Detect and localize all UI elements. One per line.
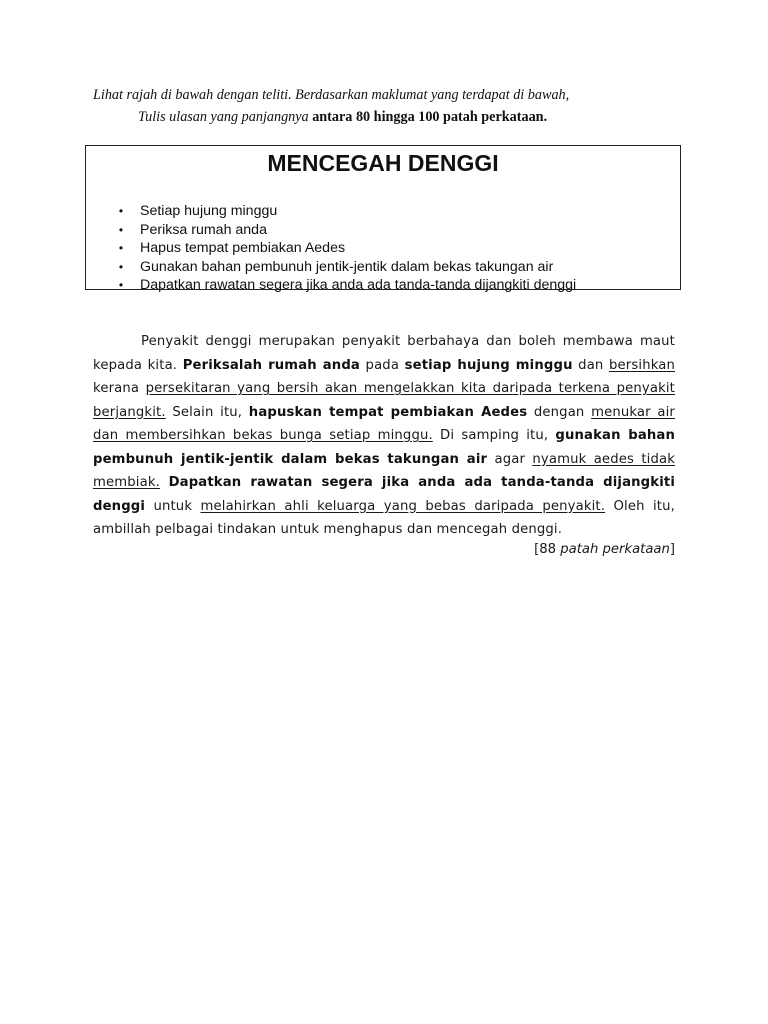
essay-segment [160,475,169,490]
word-count-label: patah perkataan [560,542,670,557]
list-item-text: Gunakan bahan pembunuh jentik-jentik dalam bekas takungan air [140,258,554,275]
essay-segment-bold: gunakan bahan pembunuh jentik-jentik dalam bekas takungan air [93,428,675,467]
poster-box [85,145,681,293]
essay-segment: kerana [93,381,146,396]
essay-segment: dengan [527,404,592,420]
essay-segment-bold: Periksalah rumah anda [182,357,360,373]
essay-segment: agar [487,451,533,467]
essay-segment: Oleh itu, ambillah pelbagai tindakan untuk menghapus dan mencegah denggi. [93,498,675,537]
task-instructions [93,84,693,128]
essay-segment-underlined: persekitaran yang bersih akan mengelakkan kita daripada terkena penyakit berjangkit. [93,381,675,420]
essay-segment: Selain itu, [165,404,249,420]
instruction-line-1 [93,84,693,106]
instruction-bold-text: antara 80 hingga 100 patah perkataan. [312,109,548,125]
list-item-text: Periksa rumah anda [140,221,267,238]
bullet-icon: • [118,222,124,237]
sample-essay [93,330,675,542]
bullet-icon: • [118,204,124,218]
essay-paragraph [93,330,675,542]
essay-segment-underlined: nyamuk aedes tidak membiak. [93,451,675,490]
list-item-text: Setiap hujung minggu [140,203,278,219]
essay-segment-bold: hapuskan tempat pembiakan Aedes [248,404,528,420]
essay-segment-underlined: menukar air dan membersihkan bekas bunga setiap minggu. [93,404,675,443]
word-count-close: ] [669,542,675,557]
bullet-icon: • [118,278,124,292]
list-item-text: Dapatkan rawatan segera jika anda ada tanda-tanda dijangkiti denggi [140,277,577,293]
essay-segment-underlined: bersihkan [609,357,676,373]
essay-segment: pada [359,357,405,373]
essay-segment-bold: Dapatkan rawatan segera jika anda ada tanda-tanda dijangkiti denggi [93,475,675,514]
instruction-line-2 [93,106,693,128]
essay-segment: dan [572,357,610,373]
bullet-icon: • [118,241,124,255]
essay-segment-bold: setiap hujung minggu [404,357,573,373]
poster-title: MENCEGAH DENGGI [267,150,499,176]
bullet-icon: • [118,259,124,274]
list-item-text: Hapus tempat pembiakan Aedes [140,240,346,256]
word-count [534,540,675,560]
instruction-italic-text: Tulis ulasan yang panjangnya [138,109,309,125]
essay-segment: Di samping itu, [432,428,556,443]
essay-segment: Penyakit denggi merupakan penyakit berbahaya dan boleh membawa maut kepada kita. [93,334,675,373]
essay-segment: untuk [145,498,201,514]
essay-segment-underlined: melahirkan ahli keluarga yang bebas daripada penyakit. [200,498,606,514]
instruction-text: Lihat rajah di bawah dengan teliti. Berdasarkan maklumat yang terdapat di bawah, [93,87,570,103]
word-count-open: [88 [534,542,561,557]
